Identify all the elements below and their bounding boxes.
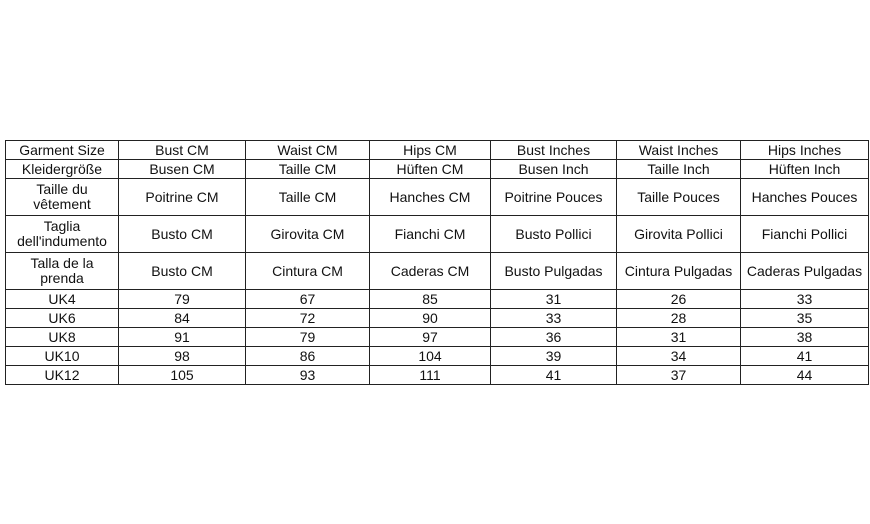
table-header-cell: Poitrine Pouces (491, 179, 617, 216)
table-cell: UK10 (6, 347, 119, 366)
table-header-cell: Bust CM (119, 141, 246, 160)
table-cell: 93 (246, 366, 370, 385)
header-row-spanish (6, 253, 869, 290)
table-cell: 28 (617, 309, 741, 328)
table-cell: 44 (741, 366, 869, 385)
table-row (6, 328, 869, 347)
table-cell: 31 (617, 328, 741, 347)
table-cell: 41 (741, 347, 869, 366)
table-cell: 37 (617, 366, 741, 385)
table-cell: 34 (617, 347, 741, 366)
table-header-cell: Poitrine CM (119, 179, 246, 216)
table-header-cell: Caderas CM (370, 253, 491, 290)
table-cell: 90 (370, 309, 491, 328)
table-row (6, 290, 869, 309)
table-cell: 105 (119, 366, 246, 385)
table-header-cell: Kleidergröße (6, 160, 119, 179)
table-header-cell: Taille CM (246, 160, 370, 179)
table-cell: 26 (617, 290, 741, 309)
table-cell: 72 (246, 309, 370, 328)
table-header-cell: Garment Size (6, 141, 119, 160)
table-cell: 86 (246, 347, 370, 366)
table-cell: UK6 (6, 309, 119, 328)
table-cell: 33 (741, 290, 869, 309)
table-header-cell: Taille du vêtement (6, 179, 119, 216)
table-cell: 36 (491, 328, 617, 347)
table-cell: 111 (370, 366, 491, 385)
table-header-cell: Hips CM (370, 141, 491, 160)
table-cell: UK12 (6, 366, 119, 385)
size-chart-table (5, 140, 869, 385)
table-cell: 41 (491, 366, 617, 385)
table-header-cell: Cintura CM (246, 253, 370, 290)
table-header-cell: Waist CM (246, 141, 370, 160)
table-cell: 39 (491, 347, 617, 366)
table-header-cell: Taille Pouces (617, 179, 741, 216)
header-row-german (6, 160, 869, 179)
table-cell: 84 (119, 309, 246, 328)
table-header-cell: Bust Inches (491, 141, 617, 160)
table-header-cell: Taille Inch (617, 160, 741, 179)
table-header-cell: Girovita Pollici (617, 216, 741, 253)
table-header-cell: Hüften CM (370, 160, 491, 179)
table-row (6, 366, 869, 385)
table-header-cell: Busen CM (119, 160, 246, 179)
table-header-cell: Busto CM (119, 216, 246, 253)
table-row (6, 347, 869, 366)
table-cell: 98 (119, 347, 246, 366)
table-header-cell: Hanches Pouces (741, 179, 869, 216)
table-cell: UK4 (6, 290, 119, 309)
table-header-cell: Talla de la prenda (6, 253, 119, 290)
table-header-cell: Taille CM (246, 179, 370, 216)
header-row-italian (6, 216, 869, 253)
table-cell: 67 (246, 290, 370, 309)
table-cell: 97 (370, 328, 491, 347)
table-header-cell: Hüften Inch (741, 160, 869, 179)
table-cell: UK8 (6, 328, 119, 347)
table-header-cell: Cintura Pulgadas (617, 253, 741, 290)
table-header-cell: Hips Inches (741, 141, 869, 160)
table-header-cell: Taglia dell'indumento (6, 216, 119, 253)
header-row-english (6, 141, 869, 160)
table-cell: 38 (741, 328, 869, 347)
table-cell: 104 (370, 347, 491, 366)
table-header-cell: Fianchi CM (370, 216, 491, 253)
table-row (6, 309, 869, 328)
table-header-cell: Caderas Pulgadas (741, 253, 869, 290)
table-header-cell: Fianchi Pollici (741, 216, 869, 253)
table-header-cell: Busto Pulgadas (491, 253, 617, 290)
table-header-cell: Girovita CM (246, 216, 370, 253)
table-header-cell: Busto CM (119, 253, 246, 290)
table-cell: 85 (370, 290, 491, 309)
table-cell: 31 (491, 290, 617, 309)
table-cell: 33 (491, 309, 617, 328)
table-header-cell: Busen Inch (491, 160, 617, 179)
table-cell: 91 (119, 328, 246, 347)
table-header-cell: Busto Pollici (491, 216, 617, 253)
table-cell: 79 (119, 290, 246, 309)
table-cell: 35 (741, 309, 869, 328)
table-header-cell: Hanches CM (370, 179, 491, 216)
header-row-french (6, 179, 869, 216)
table-cell: 79 (246, 328, 370, 347)
table-header-cell: Waist Inches (617, 141, 741, 160)
